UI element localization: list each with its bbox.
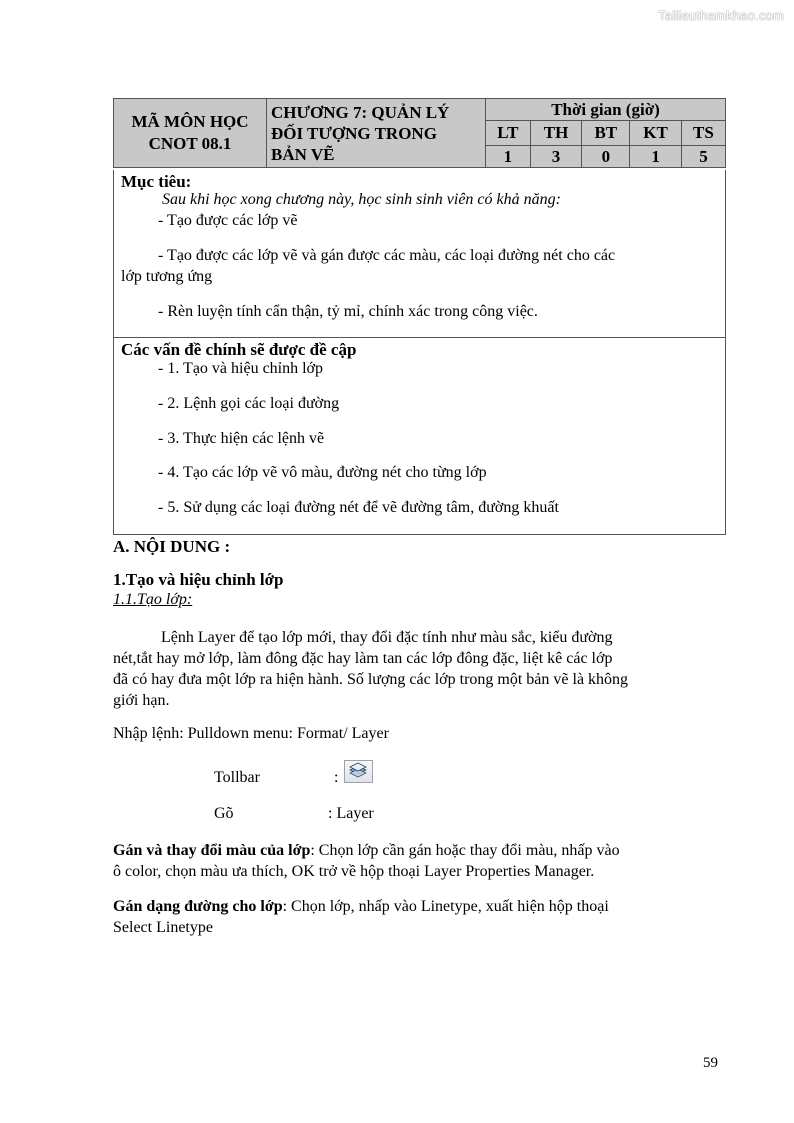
val-th: 3 (530, 146, 582, 168)
chapter-line3: BẢN VẼ (271, 144, 335, 164)
assign-line-bold: Gán dạng đường cho lớp (113, 898, 283, 915)
heading-1: 1.Tạo và hiệu chỉnh lớp (113, 570, 284, 589)
paragraph-assign-linetype (113, 896, 717, 938)
assign-line-line2: Select Linetype (113, 919, 213, 936)
type-value: : Layer (328, 805, 374, 822)
course-code-cell (114, 99, 267, 168)
course-code-line2: CNOT 08.1 (148, 134, 232, 153)
val-lt: 1 (486, 146, 531, 168)
val-bt: 0 (582, 146, 630, 168)
section-a-heading: A. NỘI DUNG : (113, 537, 231, 556)
para1-line4: giới hạn. (113, 692, 170, 709)
para1-line1: Lệnh Layer để tạo lớp mới, thay đổi đặc tính như màu sắc, kiểu đường (161, 629, 613, 646)
paragraph-assign-color (113, 840, 717, 882)
para1-line3: đã có hay đưa một lớp ra hiện hành. Số lượng các lớp trong một bản vẽ là không (113, 671, 629, 688)
course-code-line1: MÃ MÔN HỌC (131, 112, 249, 131)
toolbar-label: Tollbar (214, 769, 260, 786)
chapter-line2: ĐỐI TƯỢNG TRONG (271, 123, 437, 143)
watermark: Tailieuthamkhao.com (658, 8, 784, 23)
col-lt: LT (486, 121, 531, 146)
topic-item-1: - 1. Tạo và hiệu chỉnh lớp (158, 360, 324, 377)
layers-icon[interactable] (344, 760, 373, 783)
chapter-line1: CHƯƠNG 7: QUẢN LÝ (271, 102, 450, 122)
page-number: 59 (703, 1055, 718, 1071)
topic-item-4: - 4. Tạo các lớp vẽ vô màu, đường nét cho từng lớp (158, 464, 487, 481)
command-line: Nhập lệnh: Pulldown menu: Format/ Layer (113, 725, 389, 742)
col-bt: BT (582, 121, 630, 146)
topics-title: Các vấn đề chính sẽ được đề cập (121, 340, 357, 359)
time-title: Thời gian (giờ) (486, 99, 726, 121)
col-th: TH (530, 121, 582, 146)
col-ts: TS (681, 121, 725, 146)
chapter-cell (267, 99, 486, 168)
objective-item-2-line1: - Tạo được các lớp vẽ và gán được các màu, các loại đường nét cho các (158, 247, 616, 264)
assign-line-line1: : Chọn lớp, nhấp vào Linetype, xuất hiện hộp thoại (282, 898, 609, 915)
topic-item-3: - 3. Thực hiện các lệnh vẽ (158, 430, 325, 447)
type-label: Gõ (214, 805, 234, 822)
objective-item-2-line2: lớp tương ứng (121, 268, 213, 285)
assign-color-line2: ô color, chọn màu ưa thích, OK trở về hộp thoại Layer Properties Manager. (113, 863, 595, 880)
objectives-intro: Sau khi học xong chương này, học sinh sinh viên có khả năng: (162, 191, 561, 208)
para1-line2: nét,tắt hay mở lớp, làm đông đặc hay làm tan các lớp đông đặc, liệt kê các lớp (113, 650, 613, 667)
assign-color-line1: : Chọn lớp cần gán hoặc thay đổi màu, nhấp vào (310, 842, 620, 859)
toolbar-colon: : (334, 769, 339, 786)
val-ts: 5 (681, 146, 725, 168)
paragraph-layer (113, 627, 717, 711)
topic-item-2: - 2. Lệnh gọi các loại đường (158, 395, 340, 412)
assign-color-bold: Gán và thay đổi màu của lớp (113, 842, 311, 859)
topic-item-5: - 5. Sử dụng các loại đường nét để vẽ đường tâm, đường khuất (158, 499, 559, 516)
val-kt: 1 (630, 146, 682, 168)
col-kt: KT (630, 121, 682, 146)
objective-item-3: - Rèn luyện tính cẩn thận, tỷ mỉ, chính xác trong công việc. (158, 303, 538, 320)
subheading-1-1: 1.1.Tạo lớp: (113, 591, 193, 608)
course-header-table (113, 98, 726, 168)
objectives-title: Mục tiêu: (121, 172, 192, 191)
objective-item-1: - Tạo được các lớp vẽ (158, 212, 298, 229)
